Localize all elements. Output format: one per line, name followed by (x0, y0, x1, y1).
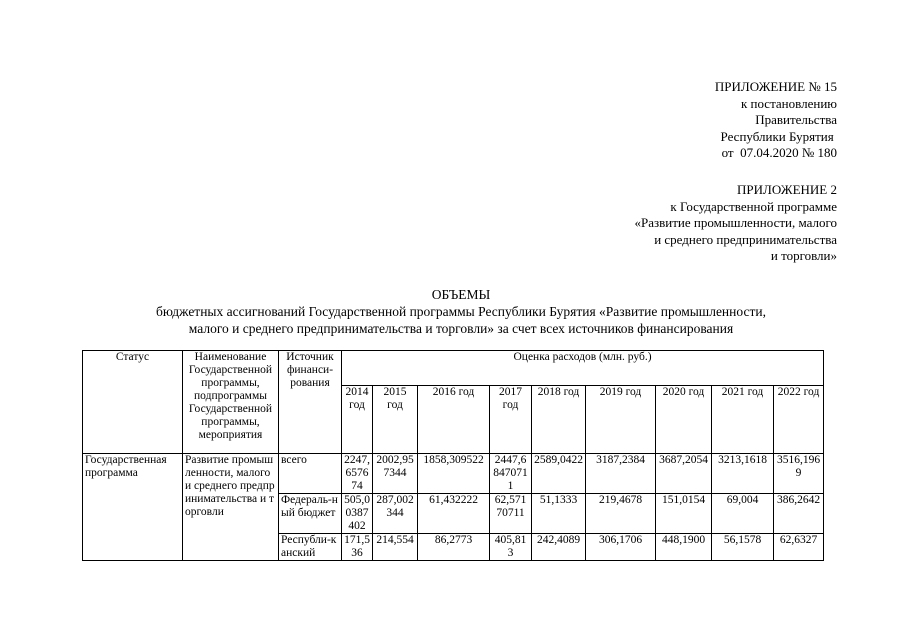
source-cell (279, 534, 342, 561)
value-cell: 287,002344 (373, 494, 418, 534)
year-header: 2020 год (656, 386, 712, 454)
year-header: 2016 год (418, 386, 490, 454)
year-header: 2015 год (373, 386, 418, 454)
value-cell: 86,2773 (418, 534, 490, 561)
value-cell: 151,0154 (656, 494, 712, 534)
value-cell: 3187,2384 (586, 454, 656, 494)
appendix-15-line-2: к постановлению (740, 95, 837, 111)
value-cell: 219,4678 (586, 494, 656, 534)
value-text: 171,536 (344, 534, 370, 559)
value-cell: 51,1333 (532, 494, 586, 534)
table-header-row (83, 351, 824, 386)
value-cell: 505,00387402 (342, 494, 373, 534)
appendix-15-line-3: Правительства (755, 112, 837, 127)
value-cell: 62,6327 (774, 534, 824, 561)
value-cell: 2447,68470711 (490, 454, 532, 494)
appendix-15-date: от 07.04.2020 № 180 (721, 145, 837, 160)
value-cell: 214,554 (373, 534, 418, 561)
source-cell: всего (279, 454, 342, 494)
budget-volumes-table (82, 350, 824, 561)
title-line-2: малого и среднего предпринимательства и торговли» за счет всех источников финансирования (188, 321, 734, 336)
value-cell: 3213,1618 (712, 454, 774, 494)
appendix-15-header (715, 79, 837, 162)
year-header: 2017 год (490, 386, 532, 454)
value-cell: 1858,309522 (418, 454, 490, 494)
document-title (60, 286, 862, 337)
source-text: Республи-канский (281, 534, 337, 559)
source-cell: Федераль-ный бюджет (279, 494, 342, 534)
appendix-15-line-4: Республики Бурятия (720, 128, 837, 144)
value-cell: 3687,2054 (656, 454, 712, 494)
value-cell: 3516,1969 (774, 454, 824, 494)
year-header: 2019 год (586, 386, 656, 454)
appendix-2-header (635, 182, 838, 265)
value-cell: 2002,957344 (373, 454, 418, 494)
year-header: 2018 год (532, 386, 586, 454)
appendix-15-title: ПРИЛОЖЕНИЕ № 15 (714, 79, 837, 94)
table-row (83, 454, 824, 494)
value-cell: 386,2642 (774, 494, 824, 534)
appendix-2-title: ПРИЛОЖЕНИЕ 2 (737, 182, 837, 197)
year-header: 2021 год (712, 386, 774, 454)
value-cell: 448,1900 (656, 534, 712, 561)
year-header: 2022 год (774, 386, 824, 454)
header-status: Статус (83, 351, 183, 454)
appendix-2-line-4: и среднего предпринимательства (654, 231, 837, 247)
header-name: Наименование Государственной программы, подпрограммы Государственной программы, мероприятия (183, 351, 279, 454)
value-cell (342, 534, 373, 561)
value-cell: 2589,0422 (532, 454, 586, 494)
year-header: 2014 год (342, 386, 373, 454)
header-source: Источник финанси-рования (279, 351, 342, 454)
title-line-1: бюджетных ассигнований Государственной программы Республики Бурятия «Развитие промышленности, (156, 304, 766, 319)
title-heading: ОБЪЕМЫ (431, 287, 491, 302)
appendix-2-line-5: и торговли» (770, 248, 837, 263)
appendix-2-line-3: «Развитие промышленности, малого (634, 215, 837, 230)
value-cell: 69,004 (712, 494, 774, 534)
program-status: Государственная программа (83, 454, 183, 561)
value-cell: 61,432222 (418, 494, 490, 534)
program-name: Развитие промышленности, малого и среднего предпринимательства и торговли (183, 454, 279, 561)
appendix-2-line-2: к Государственной программе (670, 198, 837, 214)
header-estimate: Оценка расходов (млн. руб.) (342, 351, 824, 386)
value-cell: 242,4089 (532, 534, 586, 561)
value-cell: 405,813 (490, 534, 532, 561)
value-cell: 62,57170711 (490, 494, 532, 534)
value-cell: 2247,657674 (342, 454, 373, 494)
value-cell: 56,1578 (712, 534, 774, 561)
value-cell: 306,1706 (586, 534, 656, 561)
